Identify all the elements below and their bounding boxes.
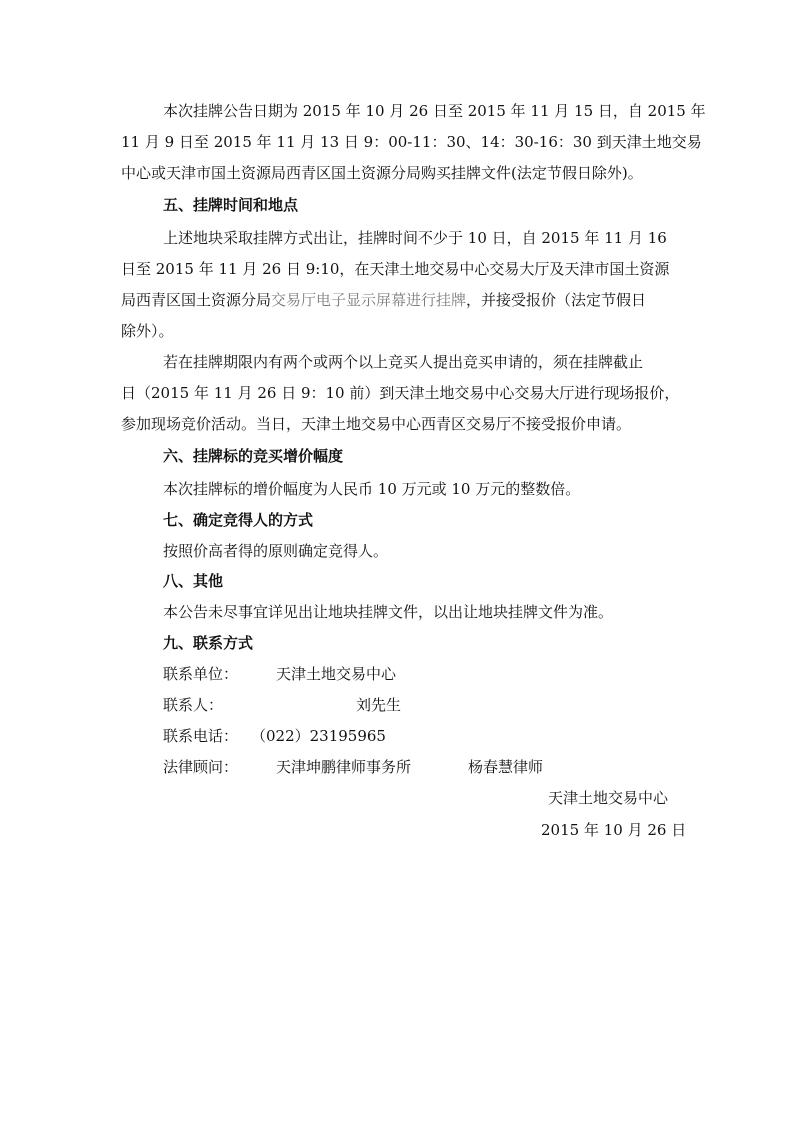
highlighted-text: 交易厅电子显示屏幕进行挂牌 [271, 291, 467, 309]
signature-date: 2015 年 10 月 26 日 [541, 821, 687, 839]
paragraph-line: 11 月 9 日至 2015 年 11 月 13 日 9：00-11：30、14：30-16：30 到天津土地交易 [121, 133, 702, 151]
paragraph-line: 除外）。 [121, 322, 174, 340]
paragraph-line: 上述地块采取挂牌方式出让，挂牌时间不少于 10 日，自 2015 年 11 月 16 [163, 229, 667, 247]
section-heading: 七、确定竞得人的方式 [163, 511, 314, 529]
paragraph-line: 参加现场竞价活动。当日，天津土地交易中心西青区交易厅不接受报价申请。 [121, 415, 632, 433]
text-run: ，并接受报价（法定节假日 [466, 291, 647, 309]
paragraph-line: 按照价高者得的原则确定竞得人。 [163, 542, 389, 560]
contact-unit-label: 联系单位： [163, 665, 239, 683]
section-heading: 九、联系方式 [163, 634, 254, 652]
signature-organization: 天津土地交易中心 [548, 789, 669, 807]
legal-advisor-label: 法律顾问： [163, 758, 239, 776]
contact-person-value: 刘先生 [356, 696, 402, 714]
paragraph-line [121, 290, 646, 310]
paragraph-line: 本公告未尽事宜详见出让地块挂牌文件，以出让地块挂牌文件为准。 [163, 603, 614, 621]
section-heading: 八、其他 [163, 572, 224, 590]
paragraph-line: 若在挂牌期限内有两个或两个以上竞买人提出竞买申请的，须在挂牌截止 [163, 353, 644, 371]
paragraph-line: 日至 2015 年 11 月 26 日 9:10，在天津土地交易中心交易大厅及天津市国土资源 [121, 260, 670, 278]
paragraph-line: 中心或天津市国土资源局西青区国土资源分局购买挂牌文件(法定节假日除外)。 [121, 164, 643, 182]
section-heading: 五、挂牌时间和地点 [163, 196, 299, 214]
paragraph-line: 本次挂牌公告日期为 2015 年 10 月 26 日至 2015 年 11 月 15 日，自 2015 年 [163, 102, 706, 120]
paragraph-line: 本次挂牌标的增价幅度为人民币 10 万元或 10 万元的整数倍。 [163, 480, 581, 498]
lawyer-name: 杨春慧律师 [468, 758, 544, 776]
paragraph-line: 日（2015 年 11 月 26 日 9：10 前）到天津土地交易中心交易大厅进行现场报价， [121, 384, 680, 402]
law-firm-name: 天津坤鹏律师事务所 [276, 758, 412, 776]
text-run: 局西青区国土资源分局 [121, 291, 272, 309]
contact-phone-label: 联系电话： [163, 727, 239, 745]
contact-unit-value: 天津土地交易中心 [276, 665, 397, 683]
contact-phone-value: （022）23195965 [251, 727, 386, 745]
section-heading: 六、挂牌标的竞买增价幅度 [163, 447, 344, 465]
contact-person-label: 联系人： [163, 696, 224, 714]
